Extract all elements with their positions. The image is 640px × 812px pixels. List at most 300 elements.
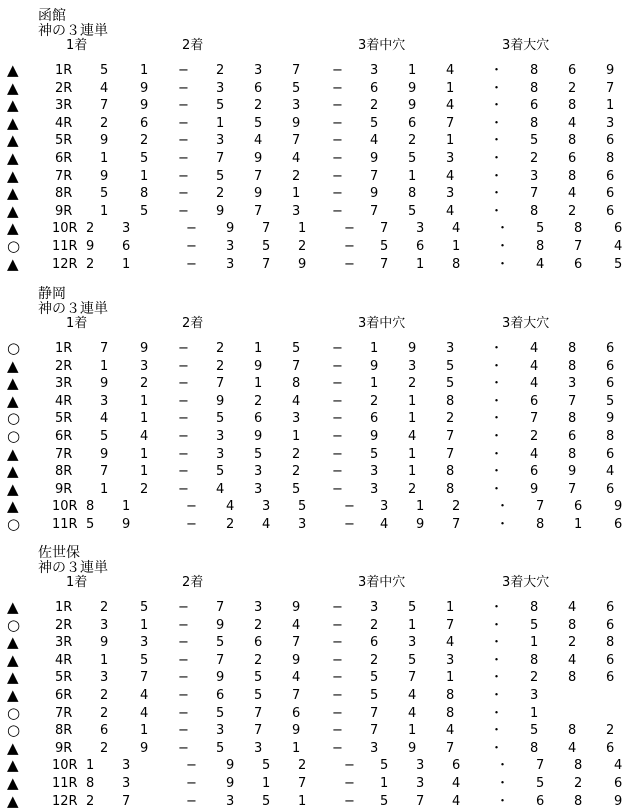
- third-mid-pick: 1: [452, 239, 461, 254]
- second-place-pick: 2: [216, 186, 225, 202]
- third-big-pick: 5: [530, 723, 539, 739]
- second-place-pick: 5: [254, 670, 263, 686]
- header-third-mid: 3着中穴: [358, 316, 406, 331]
- race-row: [0, 775, 640, 792]
- second-place-pick: 3: [292, 203, 301, 219]
- second-place-pick: 2: [216, 341, 225, 356]
- first-place-pick: 6: [100, 723, 109, 739]
- second-place-pick: 3: [216, 723, 225, 739]
- third-big-pick: 6: [606, 617, 615, 633]
- third-big-pick: 4: [536, 256, 545, 272]
- separator-dash: −: [178, 670, 189, 686]
- race-number: 4R: [55, 115, 73, 131]
- second-place-pick: 3: [292, 98, 301, 114]
- second-place-pick: 3: [254, 481, 263, 497]
- third-big-pick: 6: [536, 793, 545, 809]
- triangle-mark: ▲: [7, 650, 19, 669]
- third-big-pick: 7: [530, 411, 539, 427]
- section-subtitle: 神の３連単: [38, 301, 108, 317]
- first-place-pick: 9: [100, 376, 109, 392]
- race-row: [0, 463, 640, 480]
- separator-dot: ・: [490, 429, 504, 444]
- third-mid-pick: 1: [408, 393, 417, 409]
- second-place-pick: 4: [292, 617, 301, 633]
- race-number: 10R: [52, 221, 78, 237]
- third-big-pick: 9: [606, 63, 615, 78]
- race-row: [0, 62, 640, 79]
- third-mid-pick: 3: [370, 481, 379, 497]
- race-number: 8R: [55, 186, 73, 202]
- second-place-pick: 3: [216, 446, 225, 462]
- race-number: 7R: [55, 705, 73, 721]
- race-number: 6R: [55, 688, 73, 703]
- separator-dash: −: [178, 740, 189, 756]
- first-place-pick: 1: [86, 758, 95, 774]
- third-mid-pick: 5: [370, 670, 379, 686]
- race-number: 10R: [52, 758, 78, 774]
- second-place-pick: 9: [254, 358, 263, 374]
- third-big-pick: 8: [574, 758, 583, 774]
- separator-dash: −: [178, 464, 189, 480]
- third-big-pick: 8: [568, 411, 577, 427]
- second-place-pick: 7: [292, 358, 301, 374]
- separator-dash: −: [344, 517, 355, 532]
- circle-mark: ○: [7, 339, 21, 357]
- race-row: [0, 599, 640, 616]
- first-place-pick: 9: [140, 341, 149, 356]
- third-big-pick: 5: [536, 776, 545, 791]
- second-place-pick: 1: [262, 776, 271, 791]
- race-row: [0, 168, 640, 185]
- third-mid-pick: 7: [446, 617, 455, 633]
- header-third-mid: 3着中穴: [358, 575, 406, 590]
- third-big-pick: 1: [530, 705, 539, 721]
- second-place-pick: 5: [254, 688, 263, 703]
- race-number: 1R: [55, 600, 73, 615]
- race-number: 7R: [55, 168, 73, 184]
- second-place-pick: 5: [216, 98, 225, 114]
- third-mid-pick: 7: [380, 256, 389, 272]
- second-place-pick: 2: [254, 393, 263, 409]
- separator-dash: −: [332, 464, 343, 480]
- separator-dash: −: [344, 776, 355, 791]
- first-place-pick: 7: [100, 341, 109, 356]
- second-place-pick: 1: [292, 740, 301, 756]
- first-place-pick: 9: [100, 133, 109, 149]
- third-mid-pick: 7: [446, 740, 455, 756]
- third-big-pick: 9: [568, 464, 577, 480]
- venue-title: 佐世保: [38, 545, 80, 561]
- triangle-mark: ▲: [7, 598, 19, 616]
- separator-dot: ・: [496, 221, 510, 237]
- race-number: 1R: [55, 341, 73, 356]
- second-place-pick: 7: [216, 151, 225, 166]
- separator-dash: −: [332, 168, 343, 184]
- third-mid-pick: 1: [408, 723, 417, 739]
- header-third-big: 3着大穴: [502, 38, 550, 53]
- section-subtitle: 神の３連単: [38, 560, 108, 576]
- separator-dash: −: [178, 652, 189, 668]
- third-mid-pick: 1: [370, 376, 379, 392]
- third-big-pick: 4: [530, 341, 539, 356]
- second-place-pick: 2: [254, 617, 263, 633]
- third-mid-pick: 6: [452, 758, 461, 774]
- second-place-pick: 5: [216, 635, 225, 651]
- third-mid-pick: 4: [446, 168, 455, 184]
- third-mid-pick: 1: [446, 670, 455, 686]
- separator-dot: ・: [490, 723, 504, 739]
- first-place-pick: 3: [100, 617, 109, 633]
- separator-dash: −: [186, 758, 197, 774]
- third-big-pick: 2: [530, 151, 539, 166]
- third-big-pick: 8: [568, 723, 577, 739]
- race-row: [0, 132, 640, 149]
- first-place-pick: 1: [100, 203, 109, 219]
- second-place-pick: 2: [298, 239, 307, 254]
- race-number: 8R: [55, 464, 73, 480]
- third-mid-pick: 2: [370, 98, 379, 114]
- triangle-mark: ▲: [7, 686, 19, 704]
- third-mid-pick: 5: [380, 239, 389, 254]
- race-number: 5R: [55, 133, 73, 149]
- triangle-mark: ▲: [7, 462, 19, 481]
- second-place-pick: 4: [216, 481, 225, 497]
- third-mid-pick: 2: [370, 652, 379, 668]
- third-big-pick: 8: [530, 740, 539, 756]
- third-big-pick: 6: [606, 186, 615, 202]
- race-number: 12R: [52, 793, 78, 809]
- third-big-pick: 8: [606, 429, 615, 444]
- third-big-pick: 2: [606, 723, 615, 739]
- second-place-pick: 7: [254, 723, 263, 739]
- separator-dot: ・: [490, 652, 504, 668]
- triangle-mark: ▲: [7, 131, 19, 150]
- second-place-pick: 2: [254, 652, 263, 668]
- second-place-pick: 9: [292, 115, 301, 131]
- third-mid-pick: 3: [416, 221, 425, 237]
- triangle-mark: ▲: [7, 96, 19, 115]
- second-place-pick: 3: [226, 239, 235, 254]
- third-big-pick: 9: [614, 793, 623, 809]
- first-place-pick: 5: [100, 429, 109, 444]
- second-place-pick: 2: [292, 446, 301, 462]
- third-mid-pick: 1: [408, 464, 417, 480]
- separator-dot: ・: [490, 635, 504, 651]
- race-row: [0, 669, 640, 686]
- third-mid-pick: 1: [446, 133, 455, 149]
- second-place-pick: 5: [216, 464, 225, 480]
- race-number: 3R: [55, 635, 73, 651]
- separator-dot: ・: [490, 203, 504, 219]
- third-big-pick: 4: [568, 186, 577, 202]
- second-place-pick: 5: [262, 793, 271, 809]
- third-mid-pick: 9: [370, 151, 379, 166]
- first-place-pick: 1: [122, 499, 131, 515]
- second-place-pick: 7: [292, 133, 301, 149]
- third-mid-pick: 4: [452, 221, 461, 237]
- second-place-pick: 4: [292, 670, 301, 686]
- separator-dash: −: [178, 393, 189, 409]
- first-place-pick: 1: [140, 393, 149, 409]
- third-mid-pick: 1: [446, 80, 455, 96]
- separator-dash: −: [178, 723, 189, 739]
- header-third-big: 3着大穴: [502, 316, 550, 331]
- third-mid-pick: 4: [446, 63, 455, 78]
- circle-mark: ○: [7, 721, 21, 740]
- separator-dot: ・: [496, 256, 510, 272]
- third-big-pick: 6: [614, 221, 623, 237]
- second-place-pick: 5: [292, 80, 301, 96]
- second-place-pick: 9: [298, 256, 307, 272]
- first-place-pick: 4: [100, 80, 109, 96]
- race-row: [0, 446, 640, 463]
- third-mid-pick: 5: [370, 446, 379, 462]
- separator-dot: ・: [490, 740, 504, 756]
- race-row: [0, 722, 640, 739]
- third-big-pick: 7: [536, 499, 545, 515]
- first-place-pick: 5: [100, 186, 109, 202]
- separator-dash: −: [332, 705, 343, 721]
- separator-dash: −: [178, 446, 189, 462]
- third-big-pick: 9: [614, 499, 623, 515]
- race-number: 4R: [55, 393, 73, 409]
- separator-dot: ・: [490, 98, 504, 114]
- race-row: [0, 740, 640, 757]
- third-mid-pick: 3: [416, 758, 425, 774]
- header-third-big: 3着大穴: [502, 575, 550, 590]
- third-big-pick: 2: [574, 776, 583, 791]
- race-row: [0, 705, 640, 722]
- third-mid-pick: 7: [370, 203, 379, 219]
- third-big-pick: 6: [606, 341, 615, 356]
- race-row: [0, 687, 640, 704]
- third-big-pick: 4: [530, 376, 539, 392]
- third-mid-pick: 3: [446, 341, 455, 356]
- second-place-pick: 4: [292, 393, 301, 409]
- separator-dash: −: [178, 411, 189, 427]
- first-place-pick: 3: [140, 358, 149, 374]
- triangle-mark: ▲: [7, 374, 19, 393]
- separator-dash: −: [186, 221, 197, 237]
- race-row: [0, 393, 640, 410]
- third-mid-pick: 7: [446, 115, 455, 131]
- third-big-pick: 8: [536, 239, 545, 254]
- third-mid-pick: 4: [408, 688, 417, 703]
- third-mid-pick: 5: [408, 600, 417, 615]
- third-mid-pick: 6: [408, 115, 417, 131]
- first-place-pick: 1: [140, 464, 149, 480]
- circle-mark: ○: [7, 615, 21, 634]
- triangle-mark: ▲: [7, 774, 19, 792]
- third-mid-pick: 9: [416, 517, 425, 532]
- second-place-pick: 8: [292, 376, 301, 392]
- first-place-pick: 5: [86, 517, 95, 532]
- second-place-pick: 7: [216, 652, 225, 668]
- third-mid-pick: 9: [408, 98, 417, 114]
- third-big-pick: 1: [606, 98, 615, 114]
- separator-dash: −: [332, 98, 343, 114]
- race-row: [0, 516, 640, 533]
- circle-mark: ○: [7, 427, 21, 445]
- second-place-pick: 7: [216, 600, 225, 615]
- separator-dash: −: [178, 63, 189, 78]
- separator-dash: −: [332, 600, 343, 615]
- third-mid-pick: 7: [452, 517, 461, 532]
- first-place-pick: 5: [140, 652, 149, 668]
- separator-dash: −: [332, 358, 343, 374]
- second-place-pick: 5: [216, 705, 225, 721]
- third-mid-pick: 8: [408, 186, 417, 202]
- separator-dot: ・: [490, 115, 504, 131]
- third-big-pick: 2: [568, 80, 577, 96]
- second-place-pick: 6: [254, 80, 263, 96]
- race-row: [0, 185, 640, 202]
- third-mid-pick: 3: [416, 776, 425, 791]
- triangle-mark: ▲: [7, 479, 19, 498]
- separator-dot: ・: [496, 499, 510, 515]
- first-place-pick: 2: [140, 481, 149, 497]
- third-big-pick: 2: [530, 670, 539, 686]
- second-place-pick: 4: [254, 133, 263, 149]
- separator-dash: −: [332, 429, 343, 444]
- separator-dash: −: [344, 793, 355, 809]
- first-place-pick: 4: [140, 705, 149, 721]
- third-big-pick: 4: [568, 740, 577, 756]
- triangle-mark: ▲: [7, 356, 19, 375]
- second-place-pick: 6: [292, 705, 301, 721]
- third-big-pick: 8: [568, 670, 577, 686]
- race-row: [0, 428, 640, 445]
- second-place-pick: 9: [254, 186, 263, 202]
- second-place-pick: 1: [292, 186, 301, 202]
- separator-dash: −: [332, 393, 343, 409]
- separator-dot: ・: [490, 600, 504, 615]
- separator-dash: −: [178, 341, 189, 356]
- second-place-pick: 9: [226, 221, 235, 237]
- separator-dash: −: [332, 115, 343, 131]
- second-place-pick: 3: [254, 740, 263, 756]
- second-place-pick: 9: [254, 151, 263, 166]
- race-number: 8R: [55, 723, 73, 739]
- third-mid-pick: 7: [370, 723, 379, 739]
- third-mid-pick: 4: [452, 793, 461, 809]
- third-big-pick: 8: [530, 63, 539, 78]
- second-place-pick: 7: [254, 168, 263, 184]
- second-place-pick: 3: [226, 256, 235, 272]
- race-row: [0, 481, 640, 498]
- separator-dash: −: [344, 758, 355, 774]
- third-big-pick: 6: [574, 499, 583, 515]
- third-mid-pick: 1: [408, 446, 417, 462]
- first-place-pick: 7: [100, 464, 109, 480]
- third-big-pick: 2: [568, 203, 577, 219]
- separator-dash: −: [178, 617, 189, 633]
- third-mid-pick: 1: [380, 776, 389, 791]
- first-place-pick: 9: [140, 740, 149, 756]
- third-mid-pick: 4: [380, 517, 389, 532]
- second-place-pick: 1: [254, 341, 263, 356]
- separator-dash: −: [332, 481, 343, 497]
- separator-dash: −: [178, 80, 189, 96]
- second-place-pick: 7: [216, 376, 225, 392]
- third-mid-pick: 9: [408, 341, 417, 356]
- race-row: [0, 150, 640, 167]
- race-row: [0, 340, 640, 357]
- first-place-pick: 1: [140, 617, 149, 633]
- third-big-pick: 5: [606, 393, 615, 409]
- separator-dash: −: [332, 617, 343, 633]
- separator-dot: ・: [490, 464, 504, 480]
- separator-dash: −: [178, 98, 189, 114]
- separator-dash: −: [178, 635, 189, 651]
- third-big-pick: 5: [536, 221, 545, 237]
- second-place-pick: 9: [226, 758, 235, 774]
- third-big-pick: 5: [530, 617, 539, 633]
- race-row: [0, 757, 640, 774]
- third-big-pick: 6: [530, 393, 539, 409]
- third-mid-pick: 3: [370, 464, 379, 480]
- third-mid-pick: 2: [408, 481, 417, 497]
- third-mid-pick: 9: [370, 358, 379, 374]
- second-place-pick: 4: [292, 151, 301, 166]
- second-place-pick: 6: [254, 635, 263, 651]
- race-row: [0, 220, 640, 237]
- second-place-pick: 3: [226, 793, 235, 809]
- third-big-pick: 8: [530, 203, 539, 219]
- separator-dot: ・: [490, 168, 504, 184]
- triangle-mark: ▲: [7, 61, 19, 79]
- third-mid-pick: 9: [370, 186, 379, 202]
- first-place-pick: 2: [100, 740, 109, 756]
- second-place-pick: 9: [216, 203, 225, 219]
- third-mid-pick: 1: [408, 617, 417, 633]
- header-second: 2着: [182, 575, 204, 590]
- third-big-pick: 5: [530, 133, 539, 149]
- separator-dot: ・: [490, 186, 504, 202]
- third-mid-pick: 4: [408, 705, 417, 721]
- first-place-pick: 9: [100, 635, 109, 651]
- third-mid-pick: 8: [446, 688, 455, 703]
- section-subtitle: 神の３連単: [38, 23, 108, 39]
- first-place-pick: 2: [100, 705, 109, 721]
- third-big-pick: 8: [574, 221, 583, 237]
- first-place-pick: 3: [140, 635, 149, 651]
- third-mid-pick: 4: [408, 429, 417, 444]
- third-big-pick: 6: [614, 517, 623, 532]
- separator-dot: ・: [490, 393, 504, 409]
- third-big-pick: 9: [606, 411, 615, 427]
- third-big-pick: 6: [574, 256, 583, 272]
- circle-mark: ○: [7, 237, 21, 255]
- third-big-pick: 6: [530, 464, 539, 480]
- separator-dot: ・: [496, 793, 510, 809]
- first-place-pick: 9: [100, 168, 109, 184]
- first-place-pick: 2: [100, 688, 109, 703]
- third-big-pick: 3: [530, 688, 539, 703]
- second-place-pick: 3: [298, 517, 307, 532]
- second-place-pick: 2: [292, 464, 301, 480]
- second-place-pick: 4: [262, 517, 271, 532]
- separator-dash: −: [178, 705, 189, 721]
- race-number: 6R: [55, 429, 73, 444]
- race-row: [0, 238, 640, 255]
- first-place-pick: 1: [100, 652, 109, 668]
- separator-dash: −: [178, 481, 189, 497]
- separator-dash: −: [332, 80, 343, 96]
- third-mid-pick: 3: [446, 151, 455, 166]
- first-place-pick: 2: [86, 793, 95, 809]
- second-place-pick: 2: [292, 168, 301, 184]
